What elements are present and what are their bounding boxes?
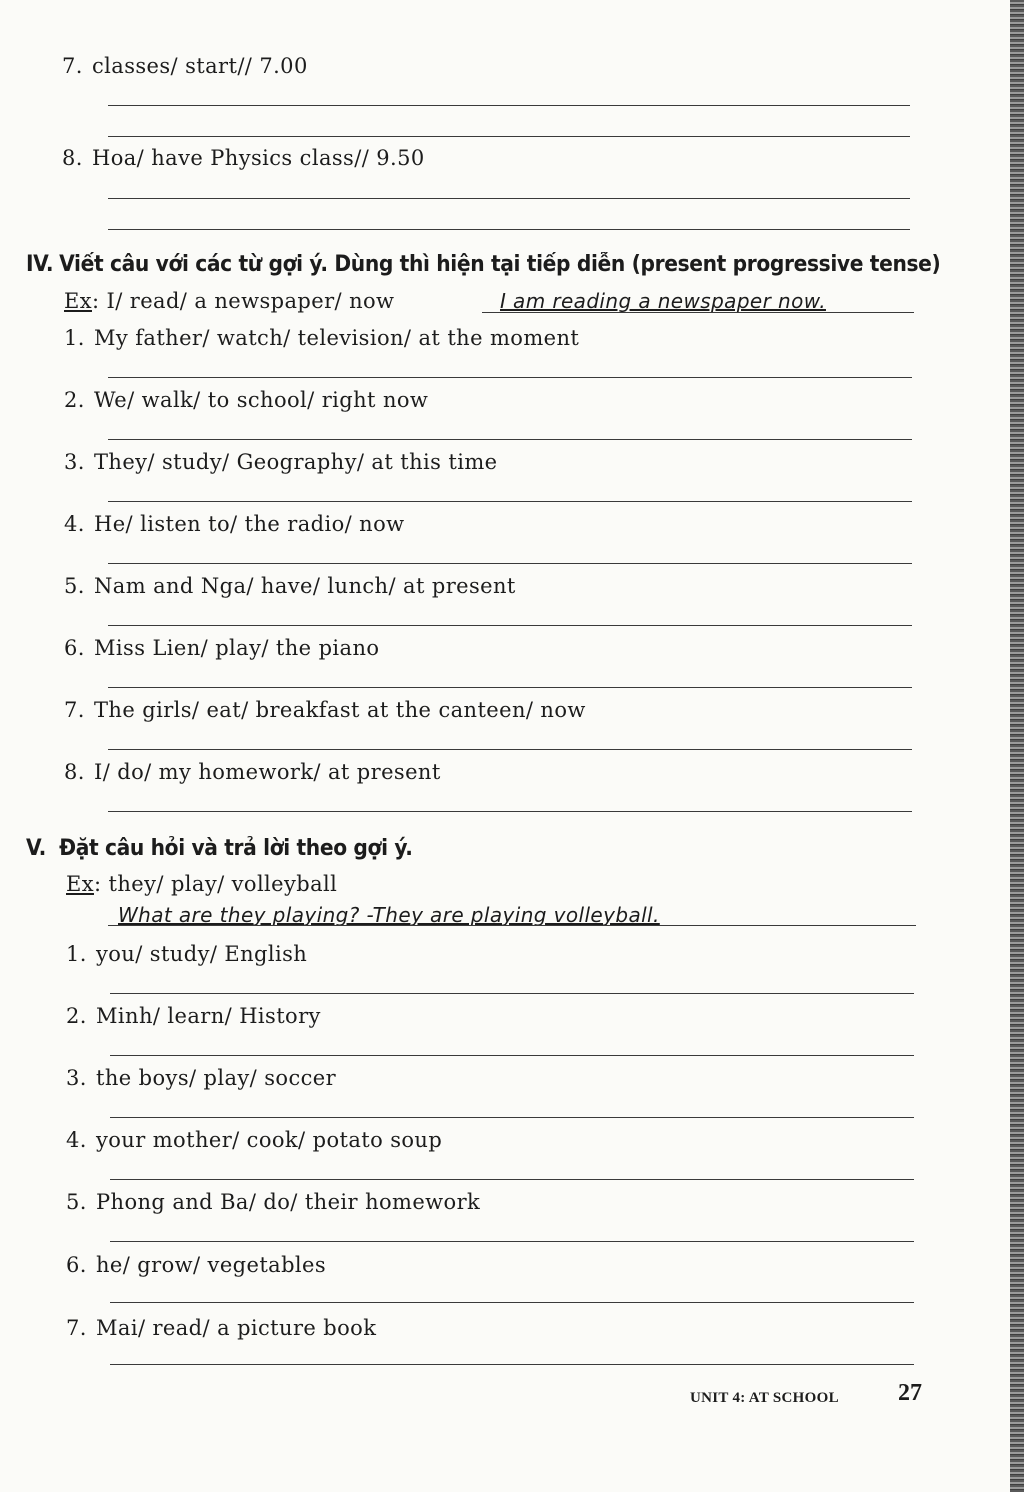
answer-line	[110, 1055, 914, 1056]
answer-line	[108, 136, 910, 137]
answer-line	[108, 563, 912, 564]
answer-line	[110, 1364, 914, 1365]
answer-line	[110, 993, 914, 994]
item-prompt: the boys/ play/ soccer	[96, 1066, 337, 1090]
item-number: 7.	[66, 1316, 87, 1340]
answer-line	[108, 687, 912, 688]
item-prompt: Minh/ learn/ History	[96, 1004, 321, 1028]
item-number: 8.	[64, 760, 85, 784]
book-spine-edge	[1010, 0, 1024, 1492]
item-number: 6.	[64, 636, 85, 660]
item-prompt: The girls/ eat/ breakfast at the canteen/ now	[94, 698, 586, 722]
exercise-item	[66, 1004, 321, 1028]
answer-line	[108, 377, 912, 378]
exercise-item	[64, 760, 441, 784]
exercise-item	[62, 54, 308, 78]
item-number: 3.	[66, 1066, 87, 1090]
item-number: 3.	[64, 450, 85, 474]
item-number: 5.	[66, 1190, 87, 1214]
exercise-item	[66, 942, 307, 966]
item-prompt: My father/ watch/ television/ at the moment	[94, 326, 580, 350]
exercise-item	[66, 1253, 326, 1277]
example-prompt: : I/ read/ a newspaper/ now	[91, 289, 395, 313]
item-prompt: He/ listen to/ the radio/ now	[94, 512, 405, 536]
answer-line	[108, 229, 910, 230]
answer-line	[108, 105, 910, 106]
item-prompt: I/ do/ my homework/ at present	[94, 760, 441, 784]
exercise-item	[66, 1190, 480, 1214]
running-footer: UNIT 4: AT SCHOOL	[690, 1390, 839, 1406]
item-prompt: Phong and Ba/ do/ their homework	[96, 1190, 481, 1214]
section-title: Viết câu với các từ gợi ý. Dùng thì hiện tại tiếp diễn (present progressive tense)	[59, 252, 941, 277]
answer-line	[110, 1117, 914, 1118]
example-label: Ex	[66, 872, 94, 896]
item-prompt: We/ walk/ to school/ right now	[94, 388, 429, 412]
exercise-item	[64, 574, 516, 598]
section-title: Đặt câu hỏi và trả lời theo gợi ý.	[59, 836, 413, 861]
answer-line	[108, 439, 912, 440]
item-prompt: Miss Lien/ play/ the piano	[94, 636, 380, 660]
item-number: 7.	[64, 698, 85, 722]
answer-line	[108, 811, 912, 812]
item-prompt: classes/ start// 7.00	[92, 54, 308, 78]
section-heading	[26, 836, 413, 861]
answer-line	[108, 198, 910, 199]
exercise-item	[64, 512, 405, 536]
item-number: 1.	[66, 942, 87, 966]
exercise-item	[64, 450, 497, 474]
example-row	[66, 872, 337, 896]
item-prompt: you/ study/ English	[96, 942, 308, 966]
exercise-item	[66, 1316, 376, 1340]
exercise-item	[64, 636, 379, 660]
item-number: 4.	[66, 1128, 87, 1152]
exercise-item	[62, 146, 425, 170]
item-prompt: They/ study/ Geography/ at this time	[94, 450, 498, 474]
example-prompt: : they/ play/ volleyball	[93, 872, 338, 896]
answer-line	[108, 925, 916, 926]
answer-line	[110, 1302, 914, 1303]
item-prompt: Hoa/ have Physics class// 9.50	[92, 146, 425, 170]
example-row	[64, 289, 394, 313]
exercise-item	[66, 1128, 442, 1152]
item-prompt: Mai/ read/ a picture book	[96, 1316, 377, 1340]
item-number: 6.	[66, 1253, 87, 1277]
item-number: 1.	[64, 326, 85, 350]
item-number: 7.	[62, 54, 83, 78]
item-number: 4.	[64, 512, 85, 536]
answer-line	[482, 312, 914, 313]
item-prompt: your mother/ cook/ potato soup	[96, 1128, 443, 1152]
item-number: 2.	[66, 1004, 87, 1028]
item-number: 5.	[64, 574, 85, 598]
section-number: IV.	[26, 252, 54, 277]
section-number: V.	[26, 836, 47, 861]
answer-line	[108, 749, 912, 750]
answer-line	[110, 1241, 914, 1242]
item-prompt: Nam and Nga/ have/ lunch/ at present	[94, 574, 516, 598]
item-number: 2.	[64, 388, 85, 412]
answer-line	[108, 625, 912, 626]
example-label: Ex	[64, 289, 92, 313]
page-number: 27	[898, 1380, 922, 1406]
exercise-item	[64, 388, 428, 412]
exercise-item	[64, 326, 579, 350]
answer-line	[108, 501, 912, 502]
item-number: 8.	[62, 146, 83, 170]
exercise-item	[64, 698, 586, 722]
example-answer: I am reading a newspaper now.	[500, 289, 826, 313]
item-prompt: he/ grow/ vegetables	[96, 1253, 327, 1277]
answer-line	[110, 1179, 914, 1180]
section-heading	[26, 252, 940, 277]
example-answer: What are they playing? -They are playing volleyball.	[118, 903, 660, 927]
exercise-item	[66, 1066, 336, 1090]
